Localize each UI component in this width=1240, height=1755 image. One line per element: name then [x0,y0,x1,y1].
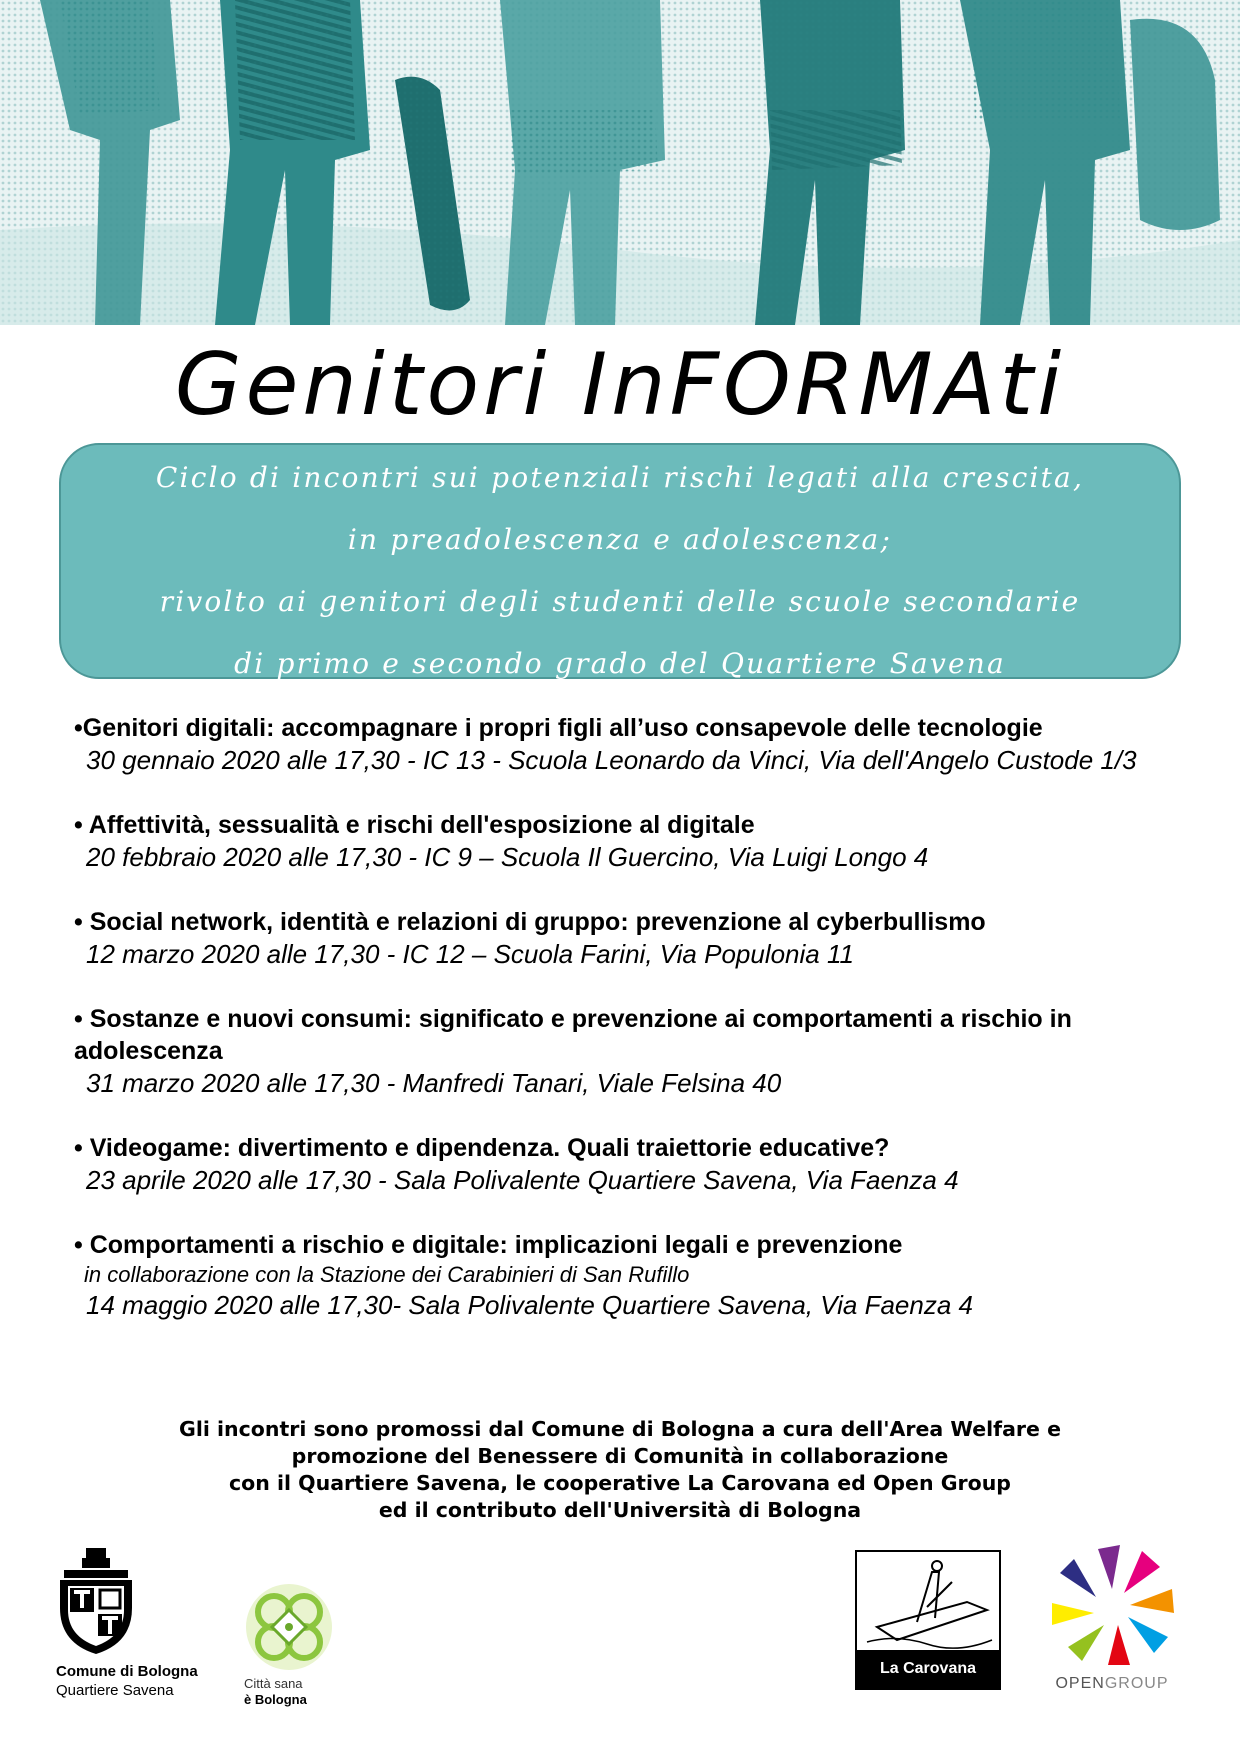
subtitle-line: di primo e secondo grado del Quartiere Savena [234,647,1006,680]
promoters-line: Gli incontri sono promossi dal Comune di Bologna a cura dell'Area Welfare e [179,1417,1061,1441]
logo-subname: Quartiere Savena [56,1682,174,1699]
subtitle-line: in preadolescenza e adolescenza; [347,523,893,556]
opengroup-wordmark [1032,1675,1192,1693]
logo-line1: Città sana [244,1676,303,1691]
poster-title: Genitori InFORMAti [174,335,1066,435]
event-list [74,712,1184,1354]
opengroup-group: GROUP [1104,1675,1169,1692]
promoters-text [60,1416,1180,1524]
promoters-line: con il Quartiere Savena, le cooperative La Carovana ed Open Group [229,1471,1011,1495]
citta-sana-logo [244,1582,344,1708]
event-item [74,1132,1184,1197]
subtitle-box [59,443,1181,679]
carovana-name: La Carovana Onlus [857,1650,999,1688]
logo-line2: è Bologna [244,1692,307,1707]
opengroup-logo [1032,1545,1192,1693]
promoters-line: promozione del Benessere di Comunità in collaborazione [291,1444,949,1468]
event-item [74,906,1184,971]
event-item [74,1003,1184,1100]
logo-name: Comune di Bologna [56,1663,198,1680]
opengroup-open: OPEN [1055,1675,1105,1692]
event-title: •Genitori digitali: accompagnare i propri figli all’uso consapevole delle tecnologie [74,714,1043,742]
event-title: • Sostanze e nuovi consumi: significato e prevenzione ai comportamenti a rischio in adolescenza [74,1005,1072,1065]
event-item [74,809,1184,874]
hero-photo [0,0,1240,325]
coat-of-arms-icon [56,1548,136,1658]
subtitle-line: rivolto ai genitori degli studenti delle scuole secondarie [159,585,1081,618]
event-item [74,712,1184,777]
promoters-line: ed il contributo dell'Università di Bologna [378,1498,862,1522]
event-date-venue: 20 febbraio 2020 alle 17,30 - IC 9 – Scuola Il Guercino, Via Luigi Longo 4 [86,842,929,872]
event-date-venue: 23 aprile 2020 alle 17,30 - Sala Polivalente Quartiere Savena, Via Faenza 4 [86,1165,959,1195]
event-item [74,1229,1184,1322]
event-date-venue: 31 marzo 2020 alle 17,30 - Manfredi Tanari, Viale Felsina 40 [86,1068,782,1098]
hero-illustration [0,0,1240,325]
event-date-venue: 30 gennaio 2020 alle 17,30 - IC 13 - Scuola Leonardo da Vinci, Via dell'Angelo Custode 1/3 [86,745,1137,775]
event-date-venue: 14 maggio 2020 alle 17,30- Sala Polivalente Quartiere Savena, Via Faenza 4 [86,1290,973,1320]
event-title: • Affettività, sessualità e rischi dell'esposizione al digitale [74,811,755,839]
event-date-venue: 12 marzo 2020 alle 17,30 - IC 12 – Scuola Farini, Via Populonia 11 [86,939,854,969]
comune-bologna-logo [56,1548,216,1700]
carovana-logo [855,1550,1005,1715]
citta-sana-icon [244,1582,334,1672]
event-title: • Social network, identità e relazioni di gruppo: prevenzione al cyberbullismo [74,908,986,936]
event-title: • Comportamenti a rischio e digitale: implicazioni legali e prevenzione [74,1231,903,1259]
subtitle-line: Ciclo di incontri sui potenziali rischi legati alla crescita, [155,461,1085,494]
boat-icon [857,1552,999,1652]
event-note: in collaborazione con la Stazione dei Carabinieri di San Rufillo [84,1262,690,1287]
opengroup-burst-icon [1032,1545,1192,1675]
event-title: • Videogame: divertimento e dipendenza. Quali traiettorie educative? [74,1134,890,1162]
